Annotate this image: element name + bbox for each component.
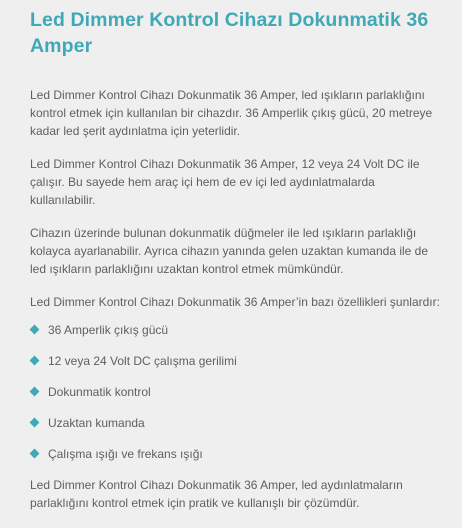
diamond-bullet-icon	[30, 449, 40, 459]
diamond-bullet-icon	[30, 325, 40, 335]
list-item	[30, 321, 440, 339]
diamond-bullet-icon	[30, 387, 40, 397]
page-title: Led Dimmer Kontrol Cihazı Dokunmatik 36 Amper	[30, 9, 429, 57]
list-item	[30, 445, 440, 463]
intro-paragraph: Led Dimmer Kontrol Cihazı Dokunmatik 36 Amper, led ışıkların parlaklığını kontrol etmek için kullanılan bir cihazdır. 36 Amperlik çıkış gücü, 20 metreye kadar led şerit aydınlatma için yeterlidir.	[30, 88, 433, 138]
feature-label: Dokunmatik kontrol	[48, 385, 151, 399]
diamond-bullet-icon	[30, 356, 40, 366]
feature-label: 12 veya 24 Volt DC çalışma gerilimi	[48, 354, 237, 368]
closing-paragraph: Led Dimmer Kontrol Cihazı Dokunmatik 36 Amper, led aydınlatmaların parlaklığını kontrol etmek için pratik ve kullanışlı bir çözümdür.	[30, 478, 403, 510]
feature-label: Uzaktan kumanda	[48, 416, 145, 430]
feature-label: 36 Amperlik çıkış gücü	[48, 323, 169, 337]
list-item	[30, 414, 440, 432]
diamond-bullet-icon	[30, 418, 40, 428]
list-item	[30, 383, 440, 401]
feature-label: Çalışma ışığı ve frekans ışığı	[48, 447, 203, 461]
features-intro-paragraph: Led Dimmer Kontrol Cihazı Dokunmatik 36 Amper’in bazı özellikleri şunlardır:	[30, 295, 440, 309]
features-list	[30, 321, 440, 463]
voltage-paragraph: Led Dimmer Kontrol Cihazı Dokunmatik 36 Amper, 12 veya 24 Volt DC ile çalışır. Bu sayede hem araç içi hem de ev içi led aydınlatmalarda kullanılabilir.	[30, 157, 420, 207]
control-paragraph: Cihazın üzerinde bulunan dokunmatik düğmeler ile led ışıkların parlaklığı kolayca ayarlanabilir. Ayrıca cihazın yanında gelen uzaktan kumanda ile de led ışıkların parlaklığını uzaktan kontrol etmek mümkündür.	[30, 226, 429, 276]
list-item	[30, 352, 440, 370]
